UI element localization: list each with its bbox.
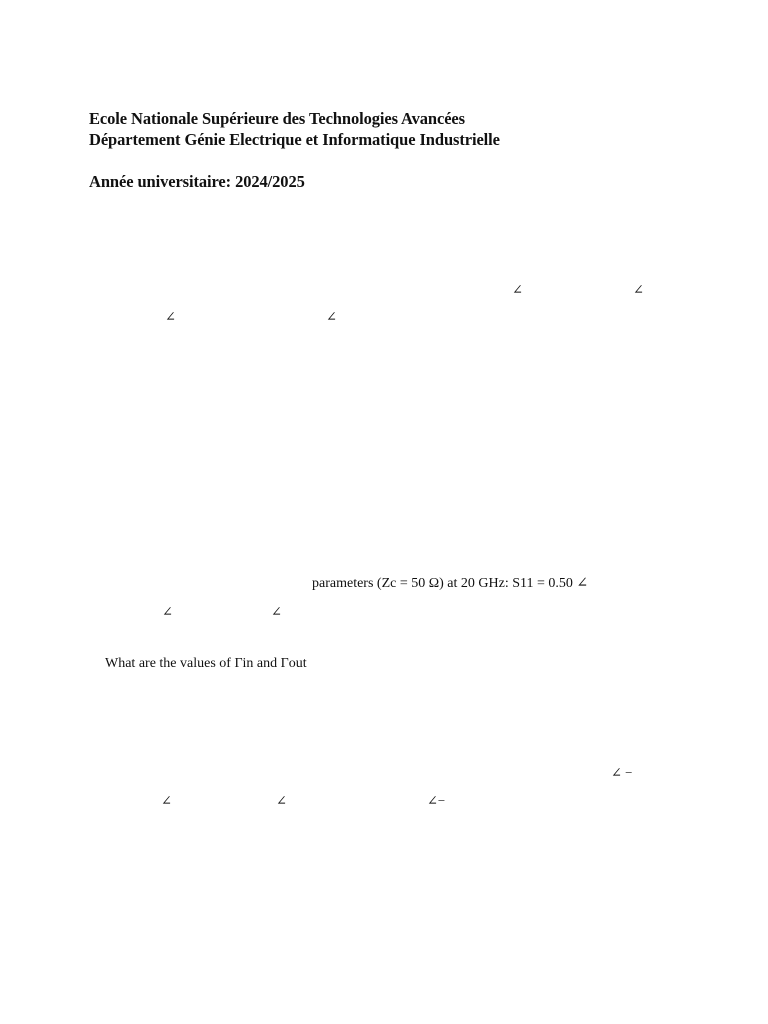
angle-symbol: ∠ — [165, 309, 176, 324]
angle-symbol: ∠ — [326, 309, 337, 324]
s-parameters-text: parameters (Zc = 50 Ω) at 20 GHz: S11 = 0.50 ∠ — [312, 576, 589, 591]
angle-minus-symbol: ∠− — [427, 793, 446, 808]
school-name: Ecole Nationale Supérieure des Technologies Avancées — [89, 109, 465, 128]
angle-symbol: ∠ — [512, 282, 523, 297]
angle-symbol: ∠ — [162, 604, 173, 619]
angle-minus-symbol: ∠ − — [611, 765, 633, 780]
academic-year: Année universitaire: 2024/2025 — [89, 172, 305, 191]
angle-symbol: ∠ — [161, 793, 172, 808]
question-text: What are the values of Γin and Γout — [105, 656, 307, 671]
angle-symbol: ∠ — [633, 282, 644, 297]
angle-symbol: ∠ — [271, 604, 282, 619]
department-name: Département Génie Electrique et Informatique Industrielle — [89, 130, 500, 149]
angle-symbol: ∠ — [276, 793, 287, 808]
